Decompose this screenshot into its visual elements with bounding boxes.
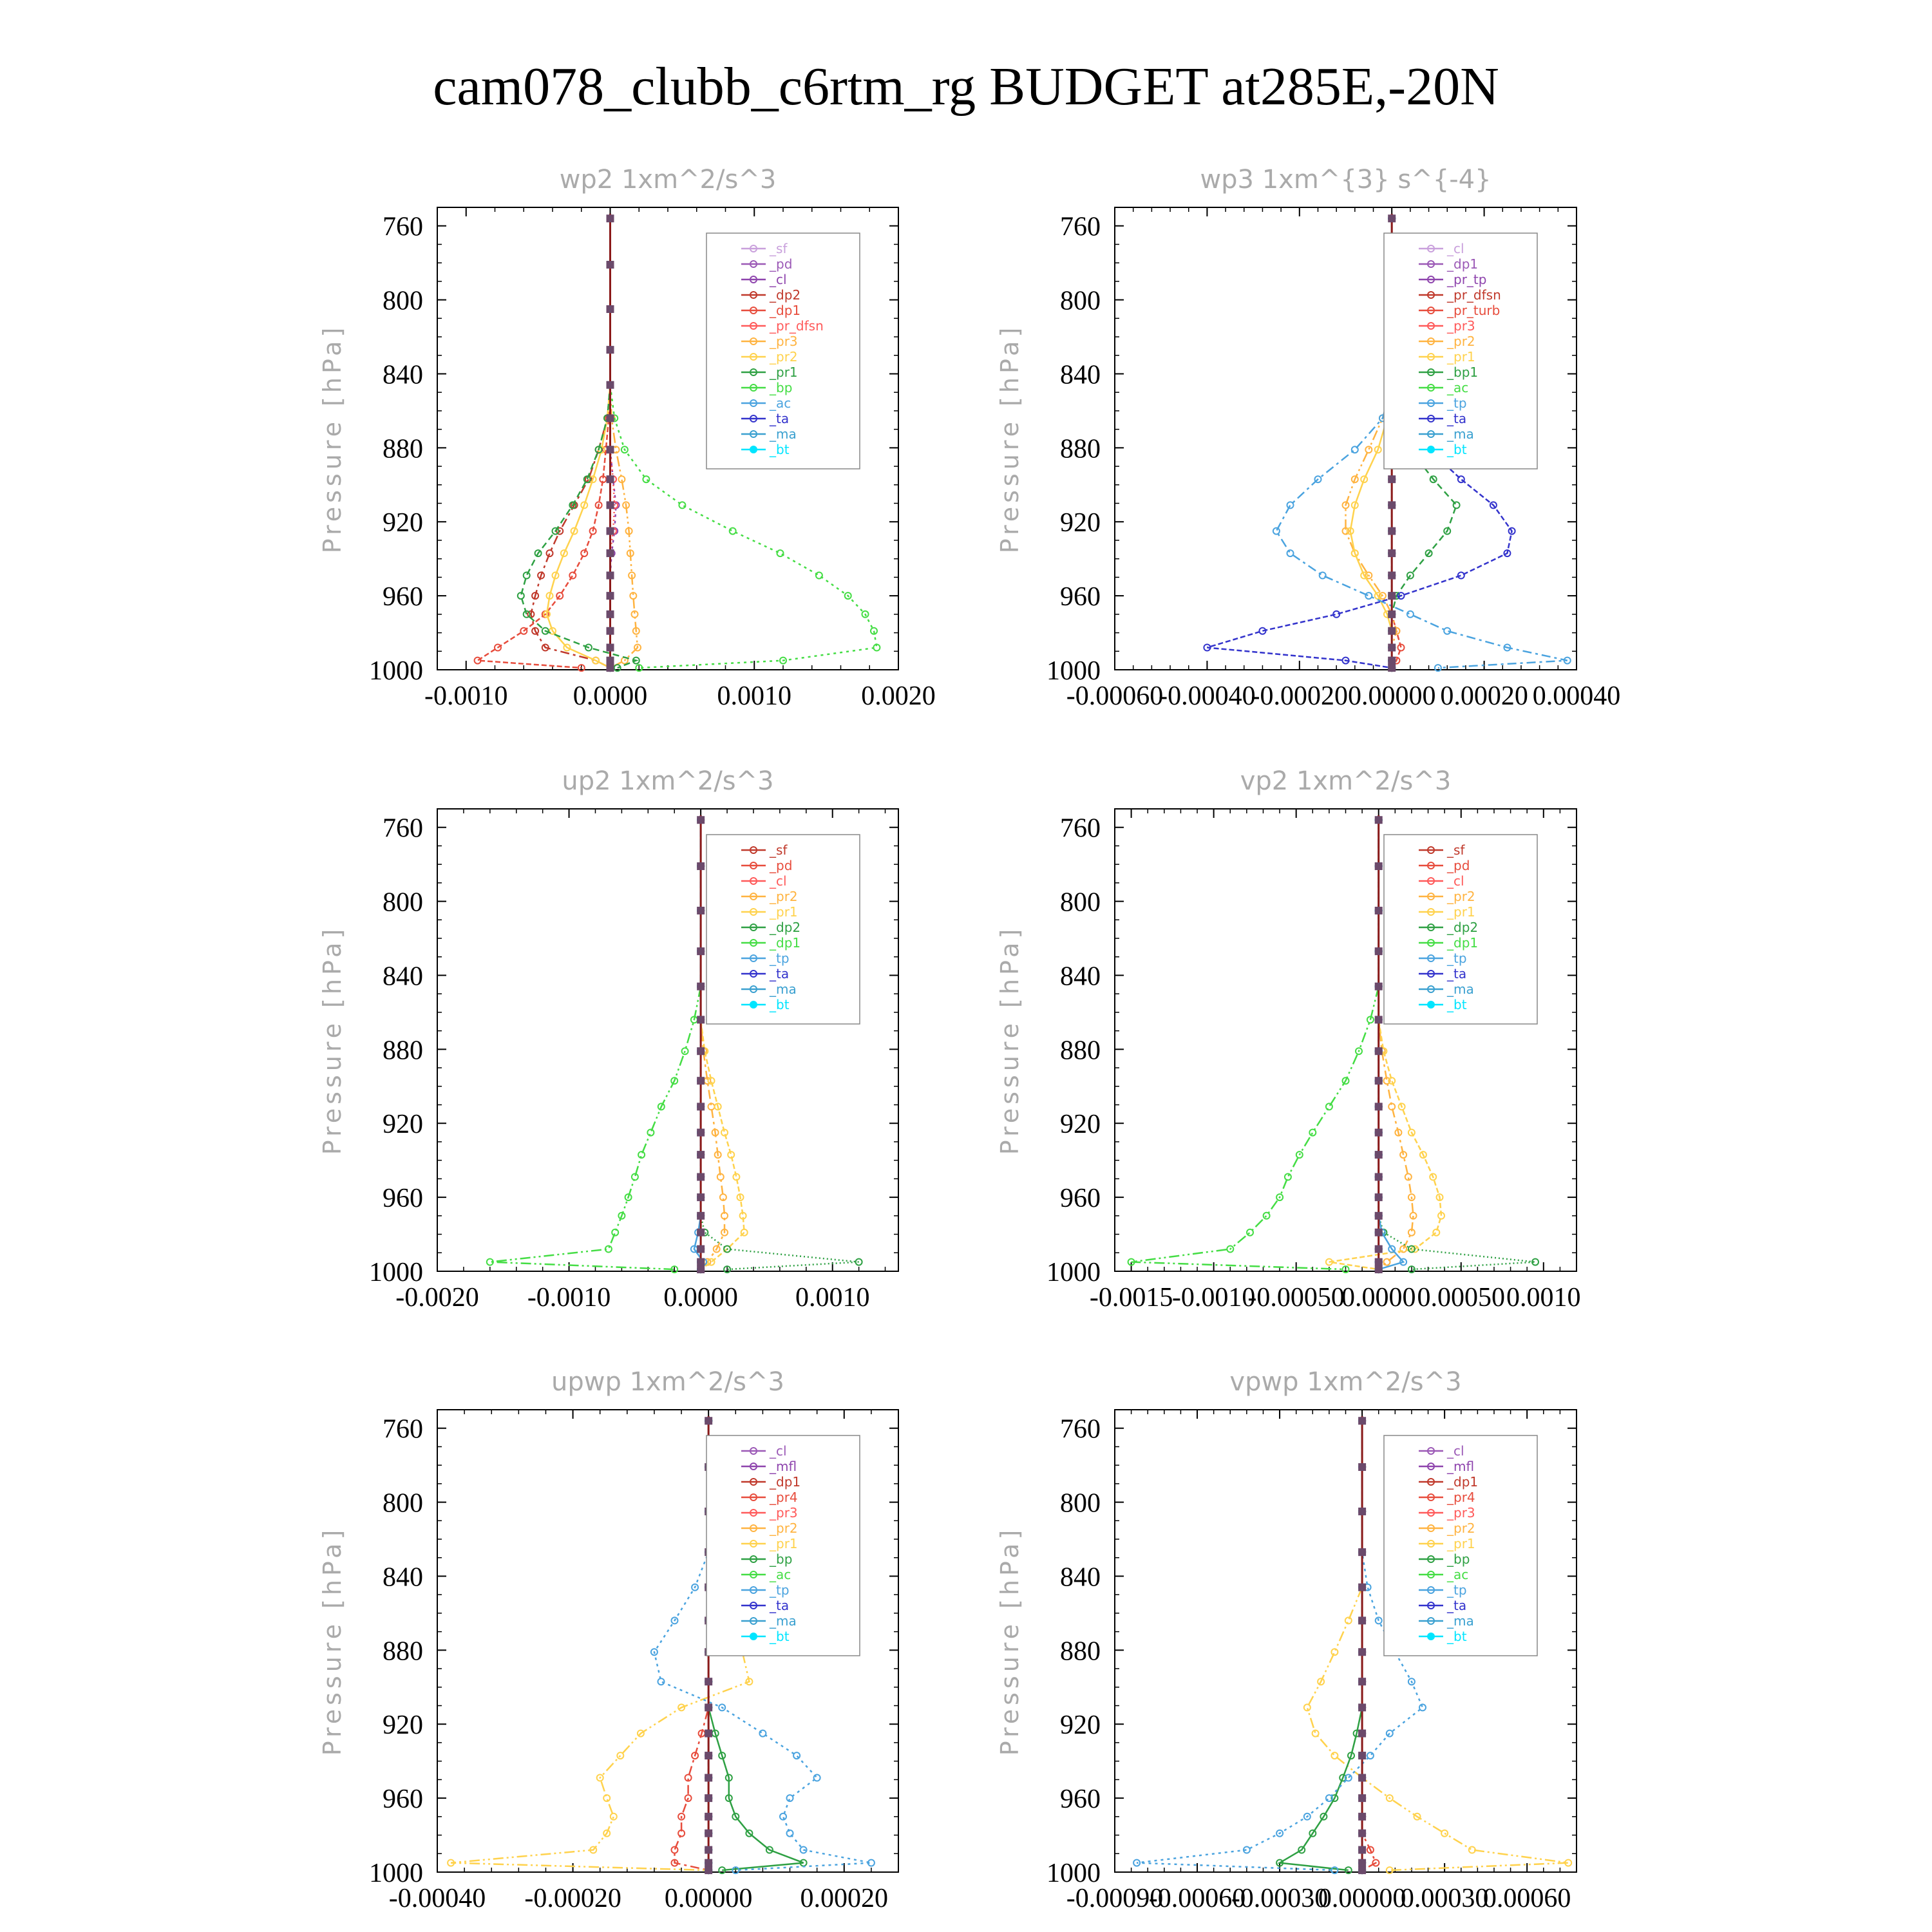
legend-label: _bp: [770, 1551, 793, 1567]
legend-label: _pr3: [770, 1505, 798, 1520]
zero-marker: [1358, 1648, 1366, 1656]
legend-label: _ma: [770, 426, 797, 442]
legend-label: _sf: [770, 241, 788, 256]
legend-label: _pr3: [770, 334, 798, 349]
panel-title: vp2 1xm^2/s^3: [1240, 766, 1452, 796]
legend-label: _dp1: [1447, 1474, 1479, 1490]
legend-label: _ma: [1447, 981, 1474, 997]
y-axis-label: Pressure [hPa]: [996, 925, 1024, 1155]
y-tick-label: 800: [1060, 286, 1101, 316]
zero-marker: [1375, 1151, 1383, 1159]
legend-label: _pr2: [770, 349, 798, 365]
zero-marker: [1375, 907, 1383, 914]
y-tick-label: 880: [383, 1036, 423, 1066]
legend-label: _ta: [770, 1598, 790, 1613]
zero-marker: [1388, 572, 1396, 580]
y-tick-label: 960: [1060, 1785, 1101, 1815]
legend-label: _ma: [770, 981, 797, 997]
y-tick-label: 1000: [1046, 656, 1101, 686]
legend-label: _bp1: [1447, 365, 1479, 380]
legend-label: _pr2: [1447, 1520, 1475, 1536]
zero-marker: [1358, 1846, 1366, 1854]
y-tick-label: 800: [1060, 1488, 1101, 1519]
zero-marker: [1388, 657, 1396, 665]
zero-marker: [607, 446, 614, 453]
y-tick-label: 760: [1060, 212, 1101, 242]
legend-label: _cl: [770, 272, 787, 287]
legend-label: _bt: [1447, 997, 1467, 1012]
y-tick-label: 920: [383, 1110, 423, 1140]
zero-marker: [1358, 1774, 1366, 1782]
zero-marker: [697, 1151, 705, 1159]
y-tick-label: 840: [383, 961, 423, 992]
zero-marker: [697, 1103, 705, 1110]
y-tick-label: 960: [383, 1785, 423, 1815]
y-tick-label: 760: [1060, 813, 1101, 844]
zero-marker: [697, 1212, 705, 1220]
y-tick-label: 920: [383, 508, 423, 538]
y-tick-label: 880: [1060, 434, 1101, 464]
y-tick-label: 920: [1060, 1710, 1101, 1741]
legend-label: _bp: [1447, 1551, 1470, 1567]
y-tick-label: 840: [383, 360, 423, 390]
legend-label: _pr1: [770, 1536, 798, 1551]
legend-label: _pr1: [1447, 349, 1475, 365]
legend-label: _ta: [1447, 411, 1467, 426]
zero-marker: [1358, 1616, 1366, 1624]
zero-marker: [607, 305, 614, 313]
legend-label: _pr_dfsn: [1447, 287, 1501, 303]
x-tick-label: -0.0010: [527, 1283, 611, 1312]
zero-marker: [1358, 1859, 1366, 1867]
legend: [706, 1435, 860, 1656]
x-tick-label: 0.00000: [1318, 1884, 1406, 1913]
y-tick-label: 880: [383, 434, 423, 464]
legend-label: _pd: [770, 256, 793, 272]
y-tick-label: 760: [1060, 1414, 1101, 1444]
zero-marker: [1375, 1212, 1383, 1220]
zero-marker: [1375, 1129, 1383, 1137]
legend-label: _ta: [1447, 966, 1467, 981]
legend-label: _tp: [770, 951, 790, 966]
zero-marker: [1358, 1508, 1366, 1515]
zero-marker: [1388, 627, 1396, 635]
legend-swatch-marker: [1428, 446, 1434, 453]
zero-marker: [1375, 1103, 1383, 1110]
zero-marker: [705, 1678, 712, 1685]
y-tick-label: 920: [1060, 508, 1101, 538]
y-tick-label: 1000: [1046, 1859, 1101, 1888]
legend-label: _mfl: [770, 1459, 797, 1474]
zero-marker: [1358, 1584, 1366, 1591]
legend-label: _pr4: [770, 1490, 798, 1505]
zero-marker: [1375, 1193, 1383, 1201]
legend-label: _pr_dfsn: [770, 318, 824, 334]
legend-label: _pr3: [1447, 1505, 1475, 1520]
legend-label: _pr4: [1447, 1490, 1475, 1505]
y-tick-label: 1000: [369, 1859, 423, 1888]
legend-label: _cl: [1447, 873, 1464, 889]
zero-marker: [1358, 1752, 1366, 1759]
legend-label: _ac: [1447, 1567, 1469, 1582]
zero-marker: [607, 261, 614, 269]
legend-label: _pr_turb: [1447, 303, 1501, 318]
legend-label: _pr2: [770, 1520, 798, 1536]
y-tick-label: 840: [383, 1562, 423, 1593]
legend-label: _pr3: [1447, 318, 1475, 334]
zero-marker: [705, 1752, 712, 1759]
zero-marker: [697, 862, 705, 870]
zero-marker: [1388, 592, 1396, 600]
zero-marker: [705, 1846, 712, 1854]
y-tick-label: 800: [383, 286, 423, 316]
y-tick-label: 960: [383, 582, 423, 612]
zero-marker: [697, 1173, 705, 1181]
zero-marker: [1375, 1265, 1383, 1273]
zero-marker: [607, 572, 614, 580]
x-tick-label: 0.0020: [861, 681, 936, 711]
legend-label: _ta: [770, 966, 790, 981]
legend-label: _pd: [770, 858, 793, 873]
y-tick-label: 920: [383, 1710, 423, 1741]
zero-marker: [1358, 1866, 1366, 1874]
zero-marker: [1358, 1813, 1366, 1821]
y-tick-label: 840: [1060, 961, 1101, 992]
y-tick-label: 880: [1060, 1636, 1101, 1667]
zero-marker: [607, 381, 614, 389]
zero-marker: [1375, 862, 1383, 870]
zero-marker: [1375, 1173, 1383, 1181]
legend-label: _bt: [1447, 1629, 1467, 1644]
zero-marker: [1388, 549, 1396, 557]
zero-marker: [607, 627, 614, 635]
legend-label: _dp2: [770, 287, 801, 303]
zero-marker: [705, 1866, 712, 1874]
x-tick-label: 0.00020: [800, 1884, 889, 1913]
zero-marker: [607, 592, 614, 600]
legend-label: _pr1: [1447, 904, 1475, 920]
y-tick-label: 800: [383, 887, 423, 918]
x-tick-label: 0.00050: [1417, 1283, 1505, 1312]
legend-label: _dp2: [1447, 920, 1479, 935]
x-tick-label: 0.0010: [795, 1283, 870, 1312]
legend-label: _dp2: [770, 920, 801, 935]
legend: [706, 835, 860, 1024]
zero-marker: [607, 657, 614, 665]
x-tick-label: 0.0000: [1341, 1283, 1416, 1312]
legend-label: _cl: [770, 873, 787, 889]
legend-label: _bt: [770, 1629, 790, 1644]
x-tick-label: 0.0010: [1506, 1283, 1581, 1312]
zero-marker: [1388, 475, 1396, 483]
zero-marker: [607, 549, 614, 557]
legend-label: _pr_tp: [1447, 272, 1487, 287]
zero-marker: [697, 1129, 705, 1137]
zero-marker: [705, 1794, 712, 1802]
y-tick-label: 840: [1060, 1562, 1101, 1593]
zero-marker: [607, 475, 614, 483]
zero-marker: [697, 947, 705, 955]
legend-label: _dp1: [770, 303, 801, 318]
legend-label: _pd: [1447, 858, 1470, 873]
x-tick-label: 0.0000: [663, 1283, 738, 1312]
zero-marker: [1375, 983, 1383, 990]
zero-marker: [705, 1417, 712, 1425]
legend-swatch-marker: [750, 1001, 757, 1008]
y-tick-label: 760: [383, 1414, 423, 1444]
legend-label: _ma: [770, 1613, 797, 1629]
y-tick-label: 960: [1060, 582, 1101, 612]
y-tick-label: 800: [383, 1488, 423, 1519]
legend-label: _pr2: [770, 889, 798, 904]
zero-marker: [1375, 816, 1383, 824]
y-tick-label: 800: [1060, 887, 1101, 918]
legend-label: _dp1: [1447, 935, 1479, 951]
x-tick-label: 0.00000: [664, 1884, 753, 1913]
zero-marker: [697, 1229, 705, 1236]
legend-label: _tp: [1447, 1582, 1467, 1598]
legend: [706, 233, 860, 469]
x-tick-label: -0.00060: [1066, 681, 1164, 711]
x-tick-label: -0.0020: [395, 1283, 479, 1312]
zero-marker: [705, 1730, 712, 1738]
zero-marker: [697, 1193, 705, 1201]
zero-marker: [705, 1774, 712, 1782]
zero-marker: [1358, 1830, 1366, 1837]
zero-marker: [697, 1265, 705, 1273]
y-axis-label: Pressure [hPa]: [996, 1526, 1024, 1756]
x-tick-label: 0.00030: [1400, 1884, 1489, 1913]
zero-marker: [607, 664, 614, 672]
y-axis-label: Pressure [hPa]: [318, 323, 346, 554]
legend-swatch-marker: [750, 446, 757, 453]
legend-label: _dp1: [1447, 256, 1479, 272]
legend-label: _cl: [1447, 241, 1464, 256]
legend-label: _pr1: [1447, 1536, 1475, 1551]
legend-label: _pr2: [1447, 889, 1475, 904]
zero-marker: [1388, 664, 1396, 672]
legend-label: _ac: [770, 1567, 791, 1582]
x-tick-label: -0.00030: [1231, 1884, 1329, 1913]
zero-marker: [1375, 1016, 1383, 1023]
zero-marker: [1388, 214, 1396, 222]
zero-marker: [697, 1016, 705, 1023]
zero-marker: [697, 1077, 705, 1084]
zero-marker: [697, 983, 705, 990]
legend-label: _mfl: [1447, 1459, 1475, 1474]
x-tick-label: -0.00050: [1247, 1283, 1345, 1312]
x-tick-label: -0.00040: [388, 1884, 486, 1913]
zero-marker: [1375, 1245, 1383, 1253]
y-tick-label: 1000: [1046, 1258, 1101, 1287]
zero-marker: [1358, 1794, 1366, 1802]
zero-marker: [1375, 947, 1383, 955]
zero-marker: [1388, 501, 1396, 509]
legend-label: _dp1: [770, 1474, 801, 1490]
figure-title: cam078_clubb_c6rtm_rg BUDGET at285E,-20N: [433, 57, 1499, 117]
zero-marker: [1358, 1548, 1366, 1556]
zero-marker: [705, 1830, 712, 1837]
panel-title: wp3 1xm^{3} s^{-4}: [1200, 165, 1492, 194]
legend: [1384, 1435, 1537, 1656]
zero-marker: [1375, 1077, 1383, 1084]
legend-label: _sf: [770, 842, 788, 858]
legend-label: _bp: [770, 380, 793, 395]
zero-marker: [697, 907, 705, 914]
zero-marker: [607, 611, 614, 618]
y-tick-label: 1000: [369, 1258, 423, 1287]
legend: [1384, 233, 1537, 469]
zero-marker: [1388, 611, 1396, 618]
zero-marker: [1388, 644, 1396, 652]
y-axis-label: Pressure [hPa]: [318, 925, 346, 1155]
y-tick-label: 960: [383, 1184, 423, 1214]
zero-marker: [1375, 1258, 1383, 1266]
legend-label: _bt: [770, 442, 790, 457]
x-tick-label: -0.00040: [1159, 681, 1256, 711]
panel-title: wp2 1xm^2/s^3: [559, 165, 777, 194]
y-tick-label: 920: [1060, 1110, 1101, 1140]
y-axis-label: Pressure [hPa]: [996, 323, 1024, 554]
y-tick-label: 960: [1060, 1184, 1101, 1214]
y-tick-label: 760: [383, 813, 423, 844]
legend: [1384, 835, 1537, 1024]
zero-marker: [1358, 1463, 1366, 1471]
zero-marker: [607, 346, 614, 354]
legend-label: _sf: [1447, 842, 1465, 858]
x-tick-label: 0.00060: [1482, 1884, 1571, 1913]
x-tick-label: -0.0010: [424, 681, 508, 711]
zero-marker: [1375, 1229, 1383, 1236]
zero-marker: [705, 1703, 712, 1711]
legend-label: _dp1: [770, 935, 801, 951]
legend-swatch-marker: [1428, 1001, 1434, 1008]
legend-label: _pr1: [770, 904, 798, 920]
y-tick-label: 840: [1060, 360, 1101, 390]
x-tick-label: -0.00060: [1148, 1884, 1246, 1913]
legend-swatch-marker: [750, 1633, 757, 1640]
legend-label: _bt: [1447, 442, 1467, 457]
legend-label: _pr1: [770, 365, 798, 380]
x-tick-label: 0.00040: [1532, 681, 1621, 711]
y-axis-label: Pressure [hPa]: [318, 1526, 346, 1756]
y-tick-label: 760: [383, 212, 423, 242]
legend-label: _tp: [1447, 951, 1467, 966]
legend-label: _ta: [770, 411, 790, 426]
legend-label: _pr2: [1447, 334, 1475, 349]
legend-label: _tp: [1447, 395, 1467, 411]
zero-marker: [705, 1859, 712, 1867]
legend-label: _ac: [1447, 380, 1469, 395]
legend-label: _ma: [1447, 1613, 1474, 1629]
legend-label: _tp: [770, 1582, 790, 1598]
panel-title: vpwp 1xm^2/s^3: [1229, 1367, 1462, 1397]
zero-marker: [1358, 1417, 1366, 1425]
x-tick-label: 0.0000: [573, 681, 648, 711]
zero-marker: [607, 501, 614, 509]
panel-title: up2 1xm^2/s^3: [562, 766, 774, 796]
zero-marker: [607, 214, 614, 222]
zero-marker: [1358, 1703, 1366, 1711]
zero-marker: [1358, 1730, 1366, 1738]
legend-label: _cl: [1447, 1443, 1464, 1459]
legend-label: _cl: [770, 1443, 787, 1459]
zero-marker: [607, 527, 614, 535]
legend-label: _ma: [1447, 426, 1474, 442]
zero-marker: [697, 1258, 705, 1266]
x-tick-label: 0.0010: [717, 681, 791, 711]
x-tick-label: -0.00020: [524, 1884, 621, 1913]
zero-marker: [607, 414, 614, 422]
zero-marker: [697, 1047, 705, 1055]
x-tick-label: -0.00020: [1251, 681, 1349, 711]
zero-marker: [1388, 527, 1396, 535]
zero-marker: [697, 1245, 705, 1253]
zero-marker: [697, 816, 705, 824]
legend-label: _bt: [770, 997, 790, 1012]
legend-label: _ta: [1447, 1598, 1467, 1613]
x-tick-label: -0.00090: [1066, 1884, 1164, 1913]
y-tick-label: 880: [383, 1636, 423, 1667]
legend-label: _ac: [770, 395, 791, 411]
x-tick-label: -0.0010: [1171, 1283, 1256, 1312]
legend-swatch-marker: [1428, 1633, 1434, 1640]
panel-title: upwp 1xm^2/s^3: [551, 1367, 784, 1397]
x-tick-label: -0.0015: [1089, 1283, 1173, 1312]
zero-marker: [607, 644, 614, 652]
zero-marker: [1375, 1047, 1383, 1055]
x-tick-label: 0.00020: [1440, 681, 1528, 711]
y-tick-label: 880: [1060, 1036, 1101, 1066]
zero-marker: [1358, 1678, 1366, 1685]
zero-marker: [705, 1813, 712, 1821]
x-tick-label: 0.00000: [1347, 681, 1436, 711]
y-tick-label: 1000: [369, 656, 423, 686]
